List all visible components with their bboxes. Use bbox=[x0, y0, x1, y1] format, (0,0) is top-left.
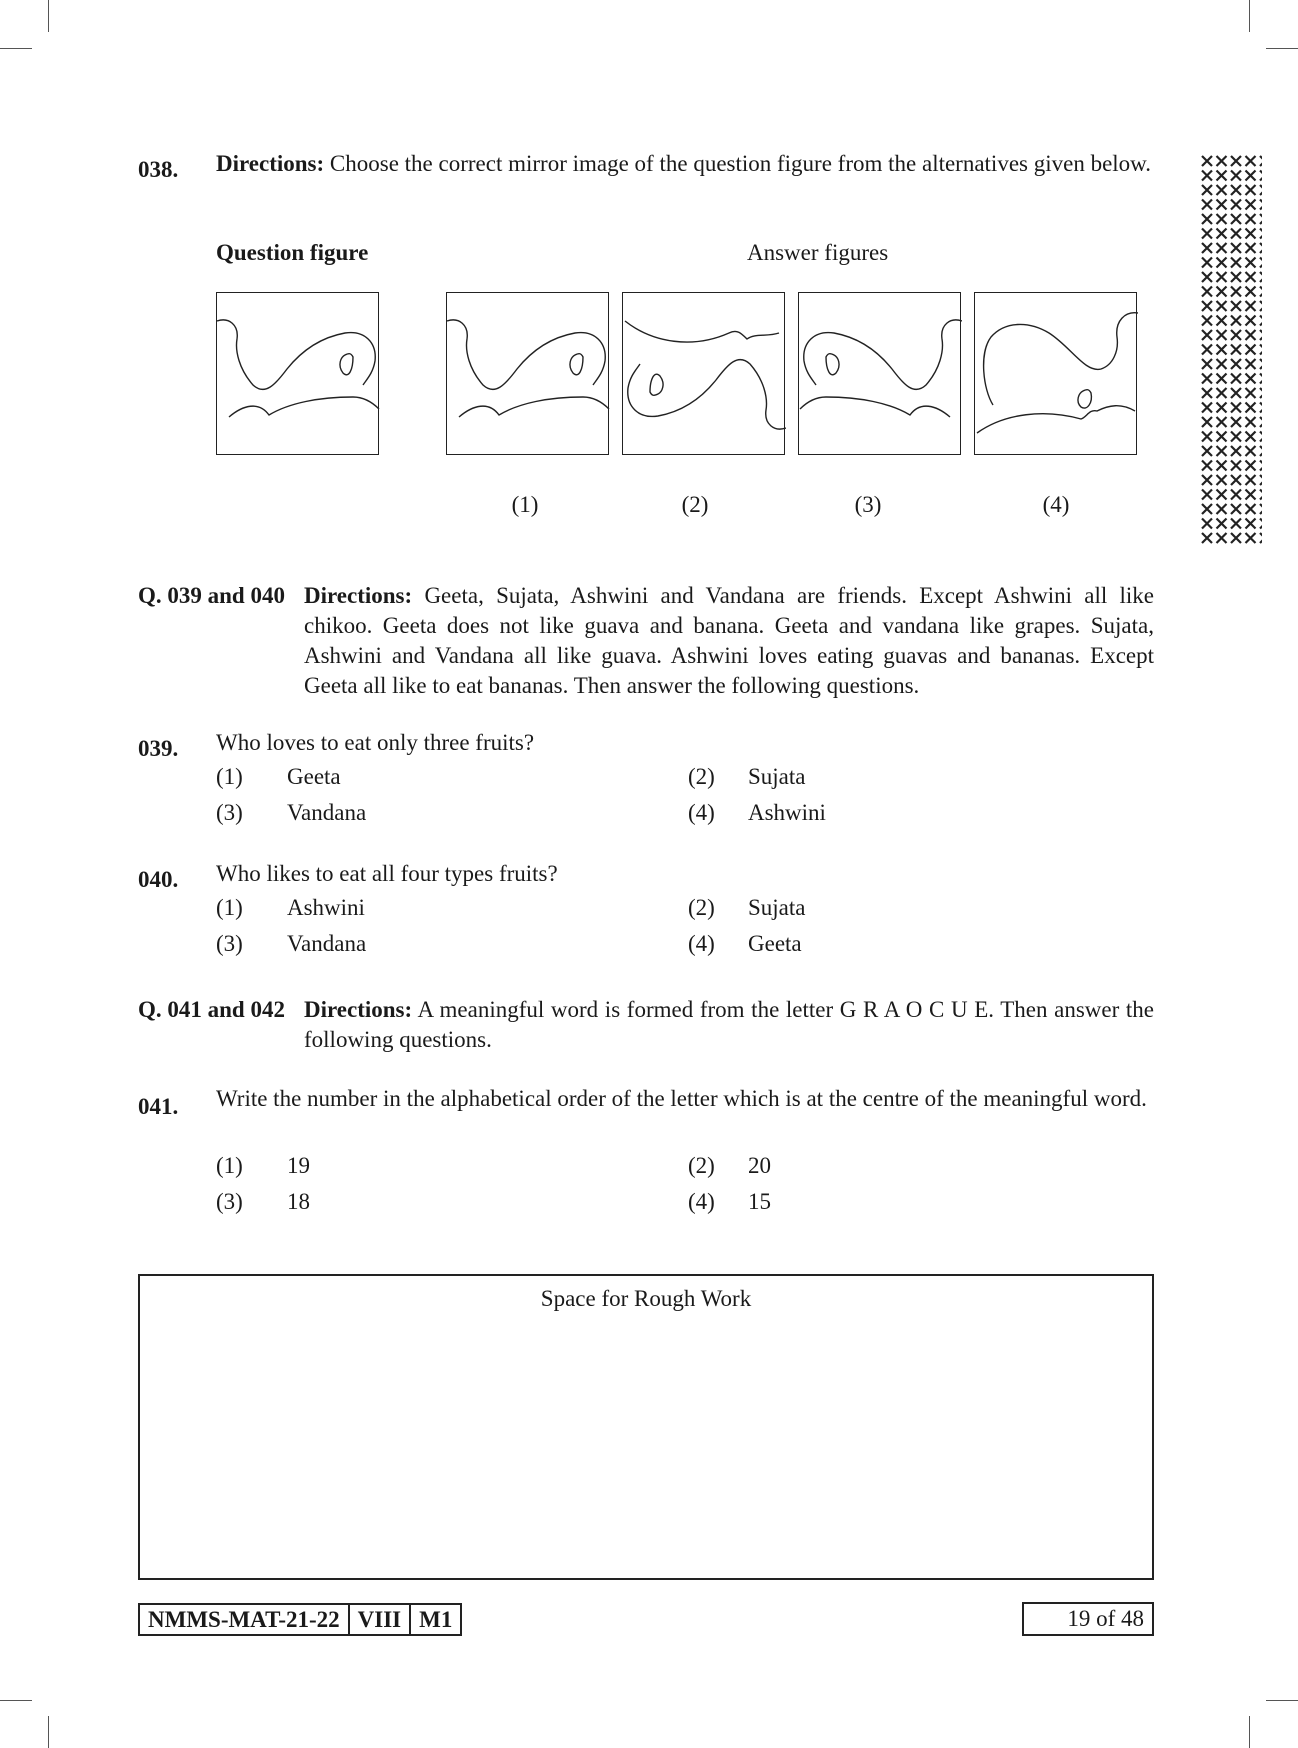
answer-figures-label: Answer figures bbox=[747, 240, 889, 265]
option-text[interactable]: 15 bbox=[748, 1189, 771, 1214]
option-text[interactable]: Geeta bbox=[748, 931, 802, 956]
paper-code: NMMS-MAT-21-22 bbox=[140, 1605, 350, 1634]
answer-label-1: (1) bbox=[511, 492, 539, 517]
answer-figure-1[interactable] bbox=[446, 292, 609, 455]
crop-mark bbox=[48, 0, 49, 32]
option-number: (3) bbox=[216, 1189, 243, 1214]
option-text[interactable]: 20 bbox=[748, 1153, 771, 1178]
crop-mark bbox=[0, 1700, 32, 1701]
option-text[interactable]: Vandana bbox=[287, 931, 367, 956]
question-number: 038. bbox=[138, 157, 179, 182]
option-text[interactable]: Vandana bbox=[287, 800, 367, 825]
directions-label: Directions: bbox=[216, 151, 325, 176]
answer-figure-4[interactable] bbox=[974, 292, 1137, 455]
option-text[interactable]: Geeta bbox=[287, 764, 341, 789]
answer-label-3: (3) bbox=[854, 492, 882, 517]
question-set-directions bbox=[304, 995, 1154, 1055]
crop-mark bbox=[1249, 1716, 1250, 1748]
question-directions bbox=[216, 149, 1154, 179]
medium-label: M1 bbox=[419, 1607, 453, 1632]
answer-label-4: (4) bbox=[1042, 492, 1070, 517]
option-number: (2) bbox=[688, 764, 715, 789]
answer-label-2: (2) bbox=[681, 492, 709, 517]
question-number: 039. bbox=[138, 736, 179, 761]
option-number: (2) bbox=[688, 895, 715, 920]
side-pattern bbox=[1200, 154, 1262, 546]
option-number: (1) bbox=[216, 1153, 243, 1178]
question-set-label: Q. 041 and 042 bbox=[138, 997, 285, 1022]
answer-figure-3[interactable] bbox=[798, 292, 961, 455]
option-number: (2) bbox=[688, 1153, 715, 1178]
option-text[interactable]: 19 bbox=[287, 1153, 310, 1178]
option-number: (1) bbox=[216, 764, 243, 789]
option-text[interactable]: 18 bbox=[287, 1189, 310, 1214]
question-figure-label: Question figure bbox=[216, 240, 369, 265]
question-figure bbox=[216, 292, 379, 455]
question-text: Who likes to eat all four types fruits? bbox=[216, 861, 558, 886]
question-text: Write the number in the alphabetical order of the letter which is at the centre of the meaningful word. bbox=[216, 1086, 1147, 1111]
directions-text: Geeta, Sujata, Ashwini and Vandana are friends. Except Ashwini all like chikoo. Geeta does not like guava and banana. Geeta and vandana like grapes. Sujata, Ashwini and Vandana all like guava. Ashwini loves eating guavas and bananas. Except Geeta all like to eat bananas. Then answer the following questions. bbox=[304, 583, 1155, 698]
question-number: 040. bbox=[138, 867, 179, 892]
question-set-directions bbox=[304, 581, 1154, 701]
option-text[interactable]: Sujata bbox=[748, 895, 806, 920]
option-text[interactable]: Sujata bbox=[748, 764, 806, 789]
page-number: 19 of 48 bbox=[1022, 1602, 1154, 1636]
option-number: (3) bbox=[216, 931, 243, 956]
option-number: (1) bbox=[216, 895, 243, 920]
rough-work-box bbox=[138, 1274, 1154, 1580]
directions-text: A meaningful word is formed from the letter G R A O C U E. Then answer the following questions. bbox=[304, 997, 1154, 1052]
directions-text: Choose the correct mirror image of the question figure from the alternatives given below. bbox=[329, 151, 1152, 176]
option-number: (3) bbox=[216, 800, 243, 825]
paper-code-box bbox=[138, 1603, 462, 1636]
option-number: (4) bbox=[688, 1189, 715, 1214]
answer-figure-2[interactable] bbox=[622, 292, 785, 455]
option-number: (4) bbox=[688, 931, 715, 956]
crop-mark bbox=[1266, 48, 1298, 49]
directions-label: Directions: bbox=[304, 997, 413, 1022]
option-number: (4) bbox=[688, 800, 715, 825]
crop-mark bbox=[48, 1716, 49, 1748]
question-set-label: Q. 039 and 040 bbox=[138, 583, 285, 608]
rough-work-label: Space for Rough Work bbox=[540, 1286, 752, 1311]
question-number: 041. bbox=[138, 1094, 179, 1119]
option-text[interactable]: Ashwini bbox=[748, 800, 826, 825]
directions-label: Directions: bbox=[304, 583, 413, 608]
class-label: VIII bbox=[350, 1605, 411, 1634]
question-text: Who loves to eat only three fruits? bbox=[216, 730, 535, 755]
crop-mark bbox=[0, 48, 32, 49]
option-text[interactable]: Ashwini bbox=[287, 895, 365, 920]
crop-mark bbox=[1249, 0, 1250, 32]
crop-mark bbox=[1266, 1700, 1298, 1701]
